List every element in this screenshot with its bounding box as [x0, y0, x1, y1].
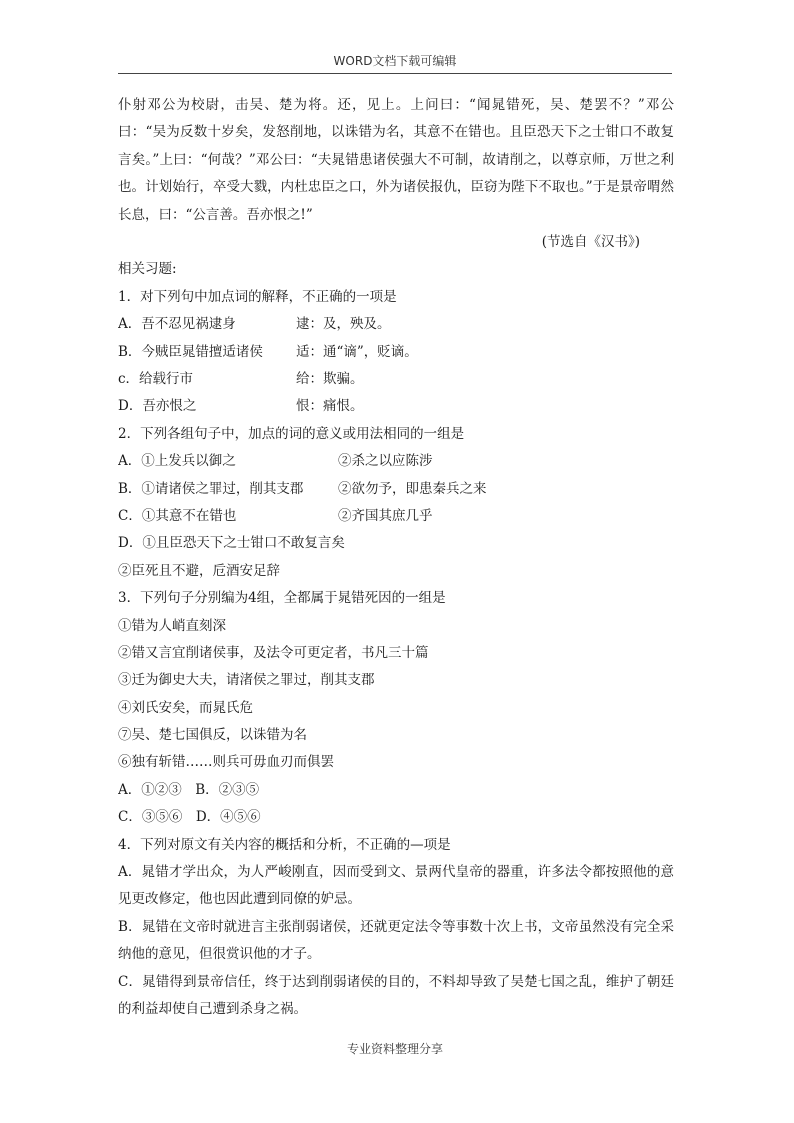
q1-option-d-text: D．吾亦恨之: [118, 398, 197, 415]
passage-text: 仆射邓公为校尉，击吴、楚为将。还，见上。上问曰：“闻晁错死，吴、楚罢不？”邓公曰：“吴为反数十岁矣，发怒削地，以诛错为名，其意不在错也。且臣恐天下之士钳口不敢复言矣。”上曰：“何哉？”邓公曰：“夫晁错患诸侯强大不可制，故请削之，以尊京师，万世之利也。计划始行，卒受大戮，内杜忠臣之口，外为诸侯报仇，臣窃为陛下不取也。”于是景帝喟然长息，曰：“公言善。吾亦恨之!”: [118, 97, 674, 223]
q4-option-a: A．晁错才学出众，为人严峻刚直，因而受到文、景两代皇帝的器重，许多法令都按照他的意见更改修定，他也因此遭到同僚的妒忌。: [118, 864, 674, 908]
q3-item: ④刘氏安矣，而晁氏危: [118, 699, 253, 716]
q1-option-a-note: 逮：及，殃及。: [296, 316, 391, 333]
q1-option-b-note: 适：通“谪”，贬谪。: [296, 343, 418, 360]
q1-option-c: [118, 366, 674, 393]
document-body: [118, 92, 674, 1023]
q2-option-d-line2: ②臣死且不避，卮酒安足辞: [118, 562, 280, 579]
q2-option-a: [118, 448, 674, 475]
q4-stem: 4．下列对原文有关内容的概括和分析，不正确的—项是: [118, 836, 451, 853]
header-rule: [118, 73, 672, 74]
q3-item: ③迁为御史大夫，请渚侯之罪过，削其支郡: [118, 672, 375, 689]
passage-source: (节选自《汉书》): [541, 234, 640, 251]
q4-option-b: B．晁错在文帝时就进言主张削弱诸侯，还就更定法令等事数十次上书，文帝虽然没有完全采纳他的意见，但很赏识他的才子。: [118, 918, 674, 963]
q2-option-d-line1: D．①且臣恐天下之士钳口不敢复言矣: [118, 535, 345, 552]
q1-option-d-note: 恨：痛恨。: [296, 398, 364, 415]
q3-item: ①错为人峭直刻深: [118, 617, 226, 634]
q1-stem: 1．对下列句中加点词的解释，不正确的一项是: [118, 288, 397, 305]
page-header: WORD文档下载可编辑: [333, 54, 457, 68]
q1-option-b: [118, 339, 674, 366]
q2-stem: 2．下列各组句子中，加点的词的意义或用法相同的一组是: [118, 425, 465, 442]
page-footer: 专业资料整理分享: [346, 1042, 443, 1056]
exercises-heading: 相关习题:: [118, 261, 177, 278]
q2-option-b-note: ②欲勿予，即患秦兵之来: [338, 480, 487, 497]
q3-item: ⑦吴、楚七国俱反，以诛错为名: [118, 727, 307, 744]
q1-option-a-text: A．吾不忍见祸逮身: [118, 316, 236, 333]
q3-choices-line1: A．①②③ B．②③⑤: [118, 781, 260, 798]
q2-option-c-note: ②齐国其庶几乎: [338, 507, 433, 524]
q1-option-d: [118, 393, 674, 420]
q3-item: ②错又言宜削诸侯事，及法令可更定者，书凡三十篇: [118, 644, 429, 661]
q2-option-c-text: C．①其意不在错也: [118, 507, 237, 524]
q4-option-c: C．晁错得到景帝信任，终于达到削弱诸侯的目的，不料却导致了吴楚七国之乱，维护了朝廷的利益却使自己遭到杀身之祸。: [118, 973, 674, 1018]
q2-option-b: [118, 476, 674, 503]
q1-option-c-text: c．给载行市: [118, 370, 194, 387]
q3-stem: 3．下列句子分别编为4组，全都属于晁错死因的一组是: [118, 590, 446, 607]
q2-option-a-note: ②杀之以应陈涉: [338, 453, 433, 470]
q2-option-c: [118, 503, 674, 530]
q1-option-c-note: 给：欺骗。: [296, 370, 364, 387]
q3-choices-line2: C．③⑤⑥ D．④⑤⑥: [118, 809, 261, 826]
q3-item: ⑥独有斩错……则兵可毋血刃而俱罢: [118, 754, 334, 771]
q1-option-b-text: B．今贼臣晁错擅适诸侯: [118, 343, 263, 360]
q2-option-a-text: A．①上发兵以御之: [118, 453, 236, 470]
q1-option-a: [118, 311, 674, 338]
q2-option-b-text: B．①请诸侯之罪过，削其支郡: [118, 480, 304, 497]
